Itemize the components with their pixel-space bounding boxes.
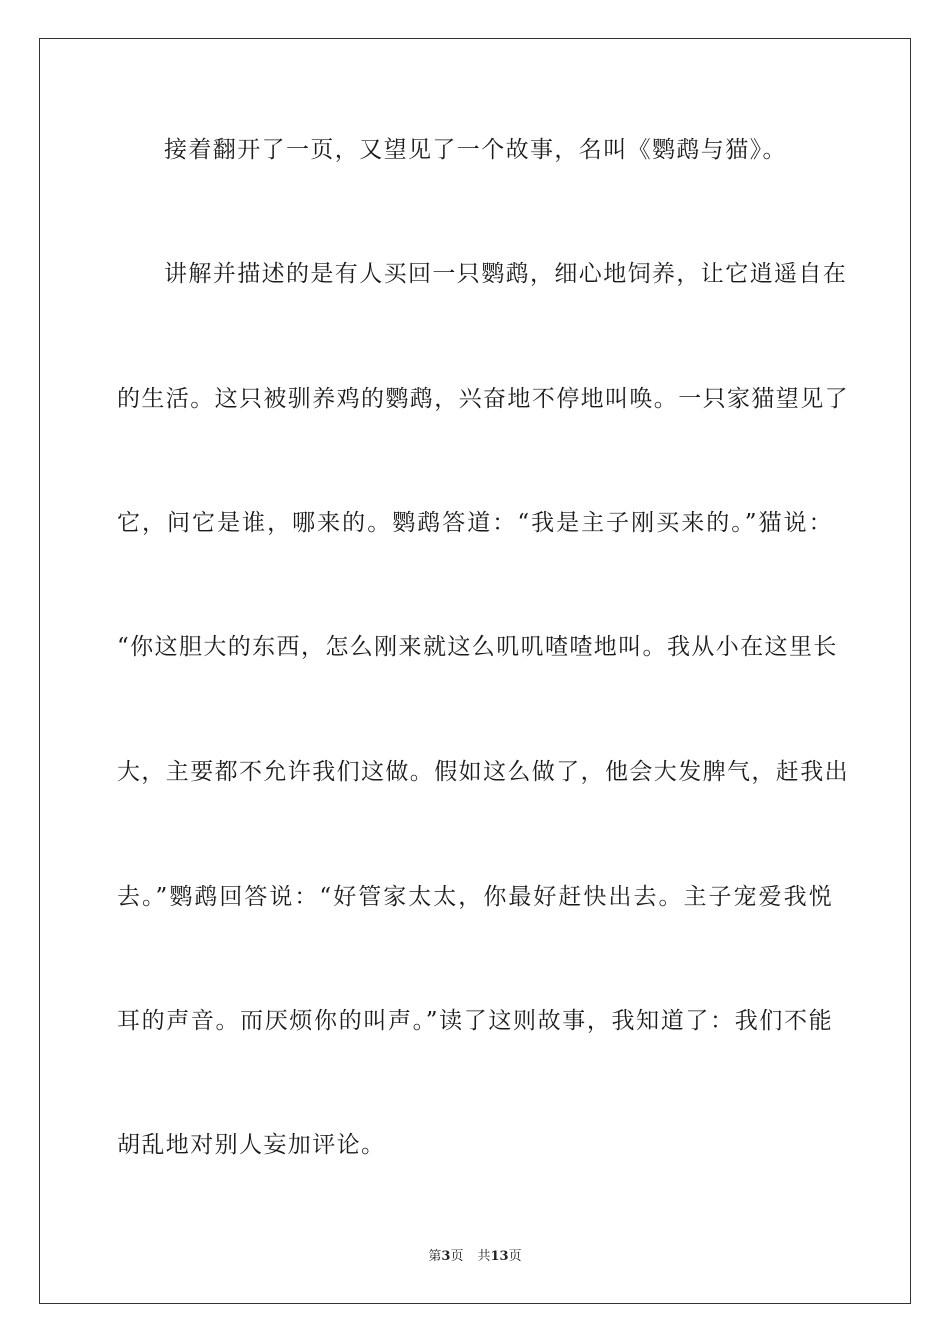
- paragraph-2-line-2: 的生活。这只被驯养鸡的鹦鹉，兴奋地不停地叫唤。一只家猫望见了: [117, 386, 849, 412]
- paragraph-2-line-8: 胡乱地对别人妄加评论。: [117, 1132, 386, 1158]
- paragraph-2-line-6: 去。”鹦鹉回答说：“好管家太太，你最好赶快出去。主子宠爱我悦: [117, 884, 833, 910]
- paragraph-1-line-1: 接着翻开了一页，又望见了一个故事，名叫《鹦鹉与猫》。: [164, 137, 787, 163]
- total-pages: 13: [490, 1249, 509, 1264]
- page-number: 3: [441, 1249, 451, 1264]
- paragraph-2-line-3: 它，问它是谁，哪来的。鹦鹉答道：“我是主子刚买来的。”猫说：: [117, 510, 833, 536]
- page-prefix: 第: [428, 1249, 442, 1264]
- paragraph-2-line-1: 讲解并描述的是有人买回一只鹦鹉，细心地饲养，让它逍遥自在: [164, 261, 848, 287]
- total-suffix: 页: [508, 1249, 522, 1264]
- page-footer: [0, 1248, 950, 1266]
- paragraph-2-line-5: 大，主要都不允许我们这做。假如这么做了，他会大发脾气，赶我出: [117, 759, 849, 785]
- paragraph-2-line-4: “你这胆大的东西，怎么刚来就这么叽叽喳喳地叫。我从小在这里长: [117, 634, 838, 660]
- total-prefix: 共: [477, 1249, 491, 1264]
- paragraph-2-line-7: 耳的声音。而厌烦你的叫声。”读了这则故事，我知道了：我们不能: [117, 1008, 833, 1034]
- page-suffix: 页: [450, 1249, 464, 1264]
- page-border: [39, 38, 911, 1304]
